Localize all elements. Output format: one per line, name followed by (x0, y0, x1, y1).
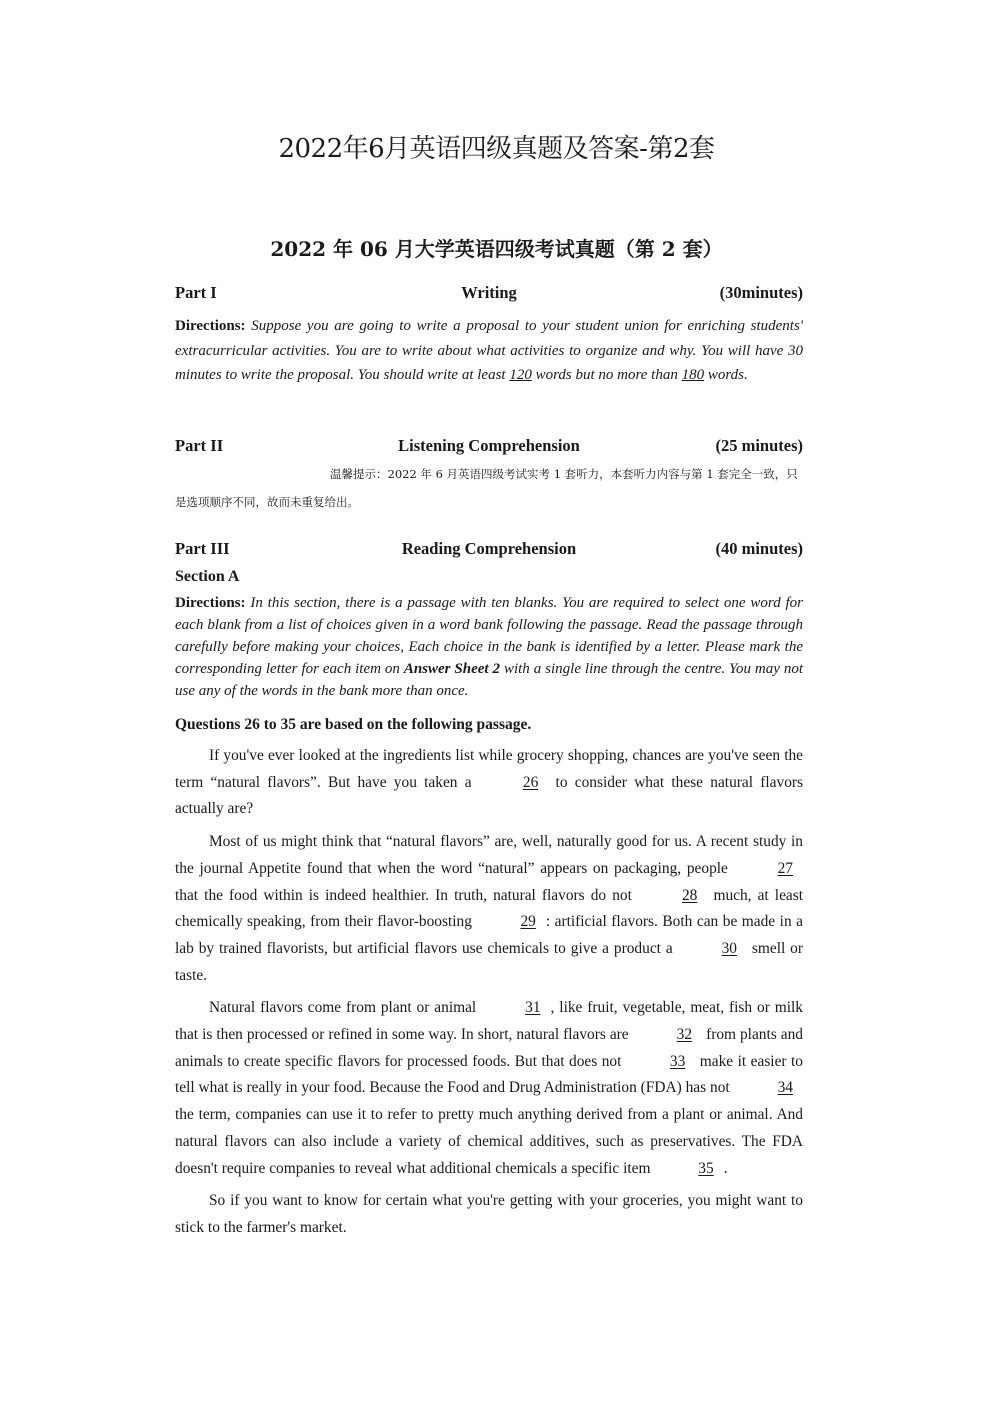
min-words: 120 (509, 367, 532, 384)
blank-26: 26 (522, 773, 539, 791)
directions-label: Directions: (175, 318, 246, 334)
part1-name: Writing (461, 283, 517, 302)
passage-text: . (723, 1159, 728, 1177)
passage-text: make it easier to tell what is really in your food. Because the Food and Drug Administration (FDA) has not (175, 1052, 803, 1097)
passage-text: Most of us might think that “natural flavors” are, well, naturally good for us. A recent study in the journal Appetite found that when the word “natural” appears on packaging, people (175, 833, 803, 877)
part3-directions (175, 592, 803, 702)
passage-paragraph (175, 995, 803, 1182)
passage-text: : artificial flavors. Both can be made in a lab by trained flavorists, but artificial flavors use chemicals to give a product a (175, 913, 803, 957)
directions-label: Directions: (175, 595, 246, 611)
blank-34: 34 (777, 1079, 793, 1097)
questions-heading: Questions 26 to 35 are based on the following passage. (175, 716, 532, 733)
passage-text: that the food within is indeed healthier. In truth, natural flavors do not (175, 886, 632, 904)
directions-text: with a single line through the centre. You may not use any of the words in the bank more than once. (175, 661, 804, 699)
passage-text: the term, companies can use it to refer to pretty much anything derived from a plant or animal. And natural flavors can also include a variety of chemical additives, such as preservatives. The FDA doesn't require companies to reveal what additional chemicals a specific item (175, 1106, 803, 1177)
part2-name: Listening Comprehension (398, 436, 580, 455)
listening-note-text: 温馨提示：2022 年 6 月英语四级考试实考 1 套听力，本套听力内容与第 1 套完全一致，只是选项顺序不同，故而未重复给出。 (175, 467, 798, 509)
part3-label: Part III (175, 539, 230, 558)
directions-text: In this section, there is a passage with ten blanks. You are required to select one word for each blank from a list of choices given in a word bank following the passage. Read the passage through carefully before making your choices, Each choice in the bank is identified by a letter. Please mark the corresponding letter for each item on (175, 595, 804, 677)
blank-29: 29 (520, 913, 536, 931)
passage-text: So if you want to know for certain what you're getting with your groceries, you might want to stick to the farmer's market. (175, 1192, 803, 1236)
passage-text: from plants and animals to create specific flavors for processed foods. But that does not (175, 1026, 803, 1070)
passage-text: much, at least chemically speaking, from their flavor-boosting (175, 886, 803, 931)
directions-text: Suppose you are going to write a proposal to your student union for enriching students' extracurricular activities. You are to write about what activities to organize and why. You will have 30 minutes to write the proposal. You should write at least (175, 318, 804, 384)
passage-paragraph (175, 829, 803, 989)
listening-note (175, 460, 803, 516)
exam-title: 2022 年 06 月大学英语四级考试真题（第 2 套） (270, 237, 723, 261)
part2-label: Part II (175, 436, 224, 455)
passage-text: Natural flavors come from plant or animal (209, 999, 477, 1017)
directions-text: words but no more than (535, 367, 678, 384)
passage-text: to consider what these natural flavors actually are? (175, 773, 804, 818)
passage-paragraph (175, 1188, 803, 1241)
part1-time: (30minutes) (719, 283, 803, 302)
blank-33: 33 (669, 1052, 686, 1070)
max-words: 180 (681, 367, 705, 384)
page-title: 2022年6月英语四级真题及答案-第2套 (278, 134, 715, 164)
passage-text: If you've ever looked at the ingredients list while grocery shopping, chances are you've seen the term “natural flavors”. But have you taken a (175, 747, 803, 791)
blank-30: 30 (721, 939, 737, 957)
part3-name: Reading Comprehension (401, 539, 577, 558)
part1-directions (175, 314, 803, 388)
blank-28: 28 (681, 886, 698, 904)
answer-sheet-label: Answer Sheet 2 (403, 661, 501, 677)
blank-32: 32 (676, 1026, 693, 1044)
passage-paragraph (175, 743, 803, 823)
part3-time: (40 minutes) (715, 539, 803, 558)
blank-31: 31 (525, 999, 541, 1017)
part1-label: Part I (175, 283, 217, 302)
passage-text: smell or taste. (175, 939, 803, 984)
blank-27: 27 (777, 859, 793, 877)
section-a-heading: Section A (175, 568, 240, 585)
passage (175, 743, 803, 1242)
directions-text: words. (707, 367, 748, 384)
passage-text: , like fruit, vegetable, meat, fish or milk that is then processed or refined in some way. In short, natural flavors are (175, 999, 803, 1044)
blank-35: 35 (698, 1159, 714, 1177)
part2-time: (25 minutes) (715, 436, 803, 455)
